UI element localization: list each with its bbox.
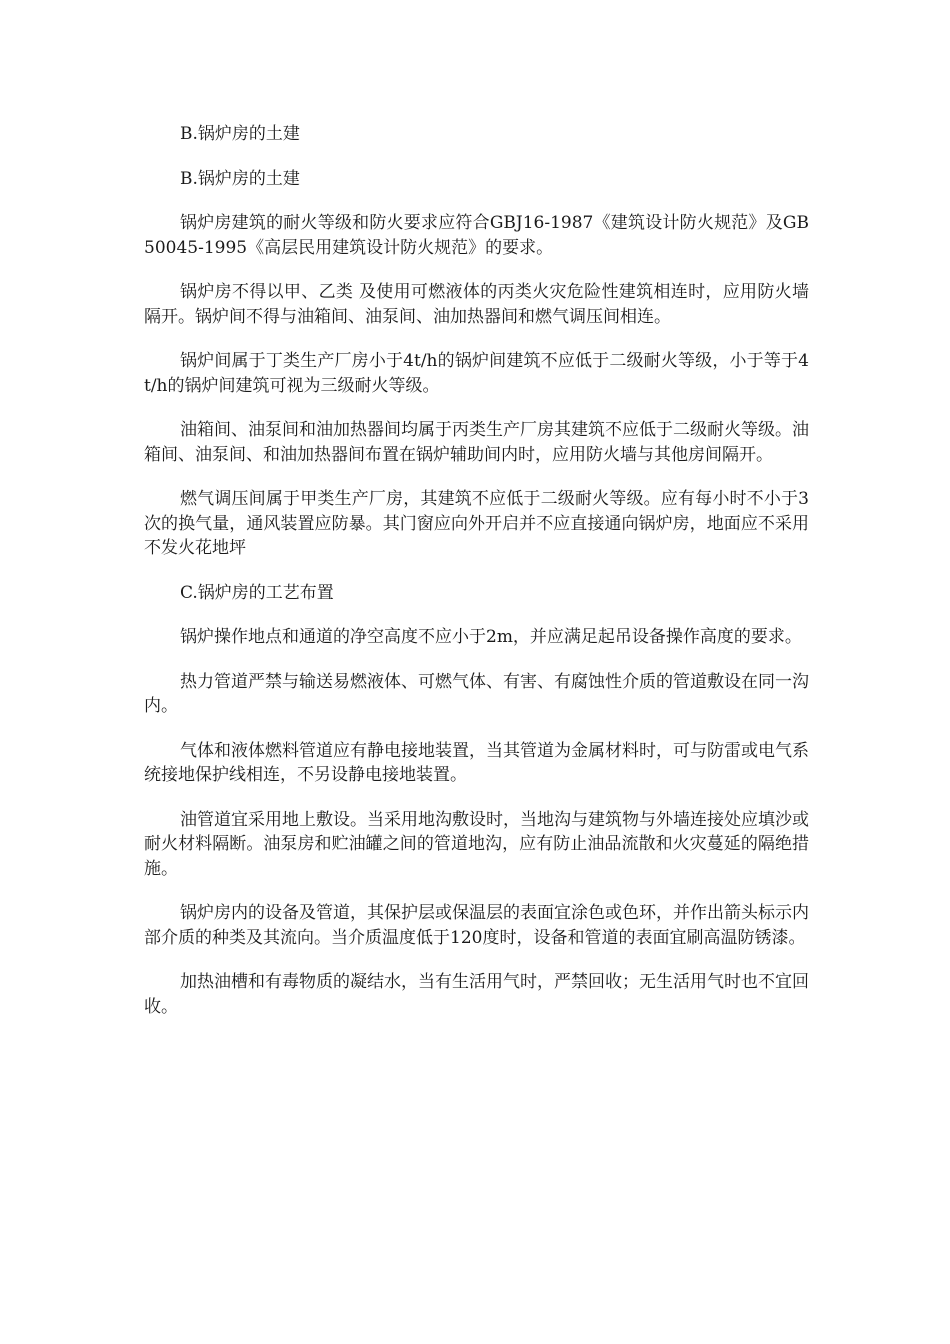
section-heading-c: C.锅炉房的工艺布置 xyxy=(180,582,334,603)
paragraph-boiler-room-class: 锅炉间属于丁类生产厂房小于4t/h的锅炉间建筑不应低于二级耐火等级，小于等于4t/h的锅炉间建筑可视为三级耐火等级。 xyxy=(144,351,809,396)
section-heading-b: B.锅炉房的土建 xyxy=(180,124,300,144)
paragraph-clear-height: 锅炉操作地点和通道的净空高度不应小于2m，并应满足起吊设备操作高度的要求。 xyxy=(180,627,802,647)
paragraph-fire-rating: 锅炉房建筑的耐火等级和防火要求应符合GBJ16-1987《建筑设计防火规范》及GB50045-1995《高层民用建筑设计防火规范》的要求。 xyxy=(144,213,809,258)
section-heading-b-repeat: B.锅炉房的土建 xyxy=(180,168,300,189)
paragraph-condensate: 加热油槽和有毒物质的凝结水，当有生活用气时，严禁回收；无生活用气时也不宜回收。 xyxy=(144,972,809,1017)
paragraph-thermal-pipes: 热力管道严禁与输送易燃液体、可燃气体、有害、有腐蚀性介质的管道敷设在同一沟内。 xyxy=(144,671,809,716)
document-page xyxy=(144,122,809,1039)
paragraph-static-grounding: 气体和液体燃料管道应有静电接地装置，当其管道为金属材料时，可与防雷或电气系统接地保护线相连，不另设静电接地装置。 xyxy=(144,740,809,785)
paragraph-oil-rooms: 油箱间、油泵间和油加热器间均属于丙类生产厂房其建筑不应低于二级耐火等级。油箱间、油泵间、和油加热器间布置在锅炉辅助间内时，应用防火墙与其他房间隔开。 xyxy=(144,420,809,465)
paragraph-firewall: 锅炉房不得以甲、乙类 及使用可燃液体的丙类火灾危险性建筑相连时，应用防火墙隔开。锅炉间不得与油箱间、油泵间、油加热器间和燃气调压间相连。 xyxy=(144,282,809,327)
paragraph-oil-pipes: 油管道宜采用地上敷设。当采用地沟敷设时，当地沟与建筑物与外墙连接处应填沙或耐火材料隔断。油泵房和贮油罐之间的管道地沟，应有防止油品流散和火灾蔓延的隔绝措施。 xyxy=(144,809,809,879)
paragraph-pipe-coloring: 锅炉房内的设备及管道，其保护层或保温层的表面宜涂色或色环，并作出箭头标示内部介质的种类及其流向。当介质温度低于120度时，设备和管道的表面宜刷高温防锈漆。 xyxy=(144,903,809,948)
paragraph-gas-regulator: 燃气调压间属于甲类生产厂房，其建筑不应低于二级耐火等级。应有每小时不小于3次的换气量，通风装置应防暴。其门窗应向外开启并不应直接通向锅炉房，地面应不采用不发火花地坪 xyxy=(144,489,809,558)
